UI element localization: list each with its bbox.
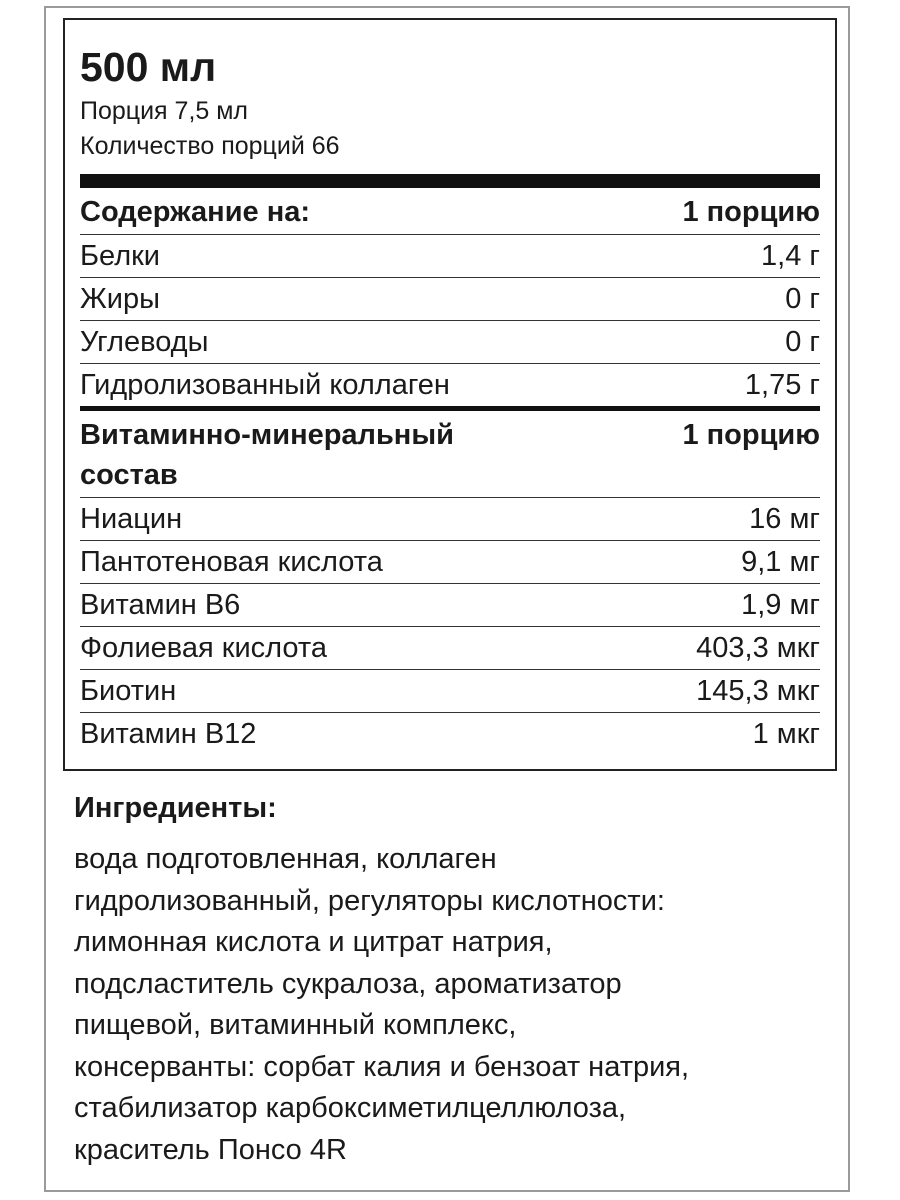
vitamin-value: 403,3 мкг [696, 632, 820, 664]
ingredients-title: Ингредиенты: [74, 792, 277, 824]
nutrient-name: Жиры [80, 283, 160, 315]
ingredients-line: лимонная кислота и цитрат натрия, [74, 926, 553, 958]
servings-count: Количество порций 66 [80, 132, 340, 160]
vitamin-value: 9,1 мг [741, 546, 820, 578]
nutrition-header-value: 1 порцию [682, 196, 820, 228]
nutrition-header-label: Содержание на: [80, 196, 311, 228]
ingredients-line: консерванты: сорбат калия и бензоат натрия, [74, 1050, 690, 1083]
vitamins-header-value: 1 порцию [682, 419, 820, 451]
vitamin-name: Ниацин [80, 503, 183, 535]
ingredients-text [74, 839, 834, 1171]
vitamin-name: Пантотеновая кислота [80, 546, 383, 578]
nutrient-value: 1,4 г [761, 240, 820, 272]
nutrient-name: Белки [80, 240, 161, 272]
nutrient-name: Углеводы [80, 326, 209, 358]
nutrient-row-protein [80, 235, 820, 278]
ingredients-section [74, 788, 834, 1171]
vitamins-header-label: Витаминно-минеральный состав [80, 419, 454, 491]
vitamin-row-pantothenic-acid [80, 541, 820, 584]
vitamin-row-b6 [80, 584, 820, 627]
nutrient-value: 1,75 г [744, 369, 820, 401]
vitamin-value: 145,3 мкг [696, 675, 820, 707]
ingredients-line: краситель Понсо 4R [74, 1133, 347, 1166]
nutrient-row-carbs [80, 321, 820, 364]
ingredients-line: вода подготовленная, коллаген [74, 843, 497, 875]
nutrition-facts-panel [63, 18, 837, 771]
vitamin-name: Витамин В6 [80, 589, 241, 621]
volume-title: 500 мл [80, 44, 217, 90]
vitamin-row-niacin [80, 498, 820, 541]
nutrient-row-fat [80, 278, 820, 321]
vitamin-row-b12 [80, 713, 820, 755]
ingredients-line: пищевой, витаминный комплекс, [74, 1009, 517, 1041]
nutrient-row-collagen [80, 364, 820, 411]
thick-divider [80, 174, 820, 188]
vitamin-name: Фолиевая кислота [80, 632, 327, 664]
vitamin-value: 1 мкг [752, 718, 820, 750]
nutrient-value: 0 г [785, 326, 820, 358]
ingredients-line: подсластитель сукралоза, ароматизатор [74, 967, 622, 1000]
ingredients-line: гидролизованный, регуляторы кислотности: [74, 884, 665, 917]
vitamins-header-row [80, 411, 820, 498]
vitamin-value: 1,9 мг [741, 589, 820, 621]
nutrition-header-row [80, 190, 820, 235]
vitamin-name: Биотин [80, 675, 177, 707]
serving-size: Порция 7,5 мл [80, 97, 249, 125]
vitamin-row-biotin [80, 670, 820, 713]
nutrient-name: Гидролизованный коллаген [80, 369, 450, 401]
vitamin-row-folic-acid [80, 627, 820, 670]
vitamin-name: Витамин В12 [80, 718, 257, 750]
ingredients-line: стабилизатор карбоксиметилцеллюлоза, [74, 1092, 627, 1124]
vitamin-value: 16 мг [749, 503, 820, 535]
nutrient-value: 0 г [785, 283, 820, 315]
